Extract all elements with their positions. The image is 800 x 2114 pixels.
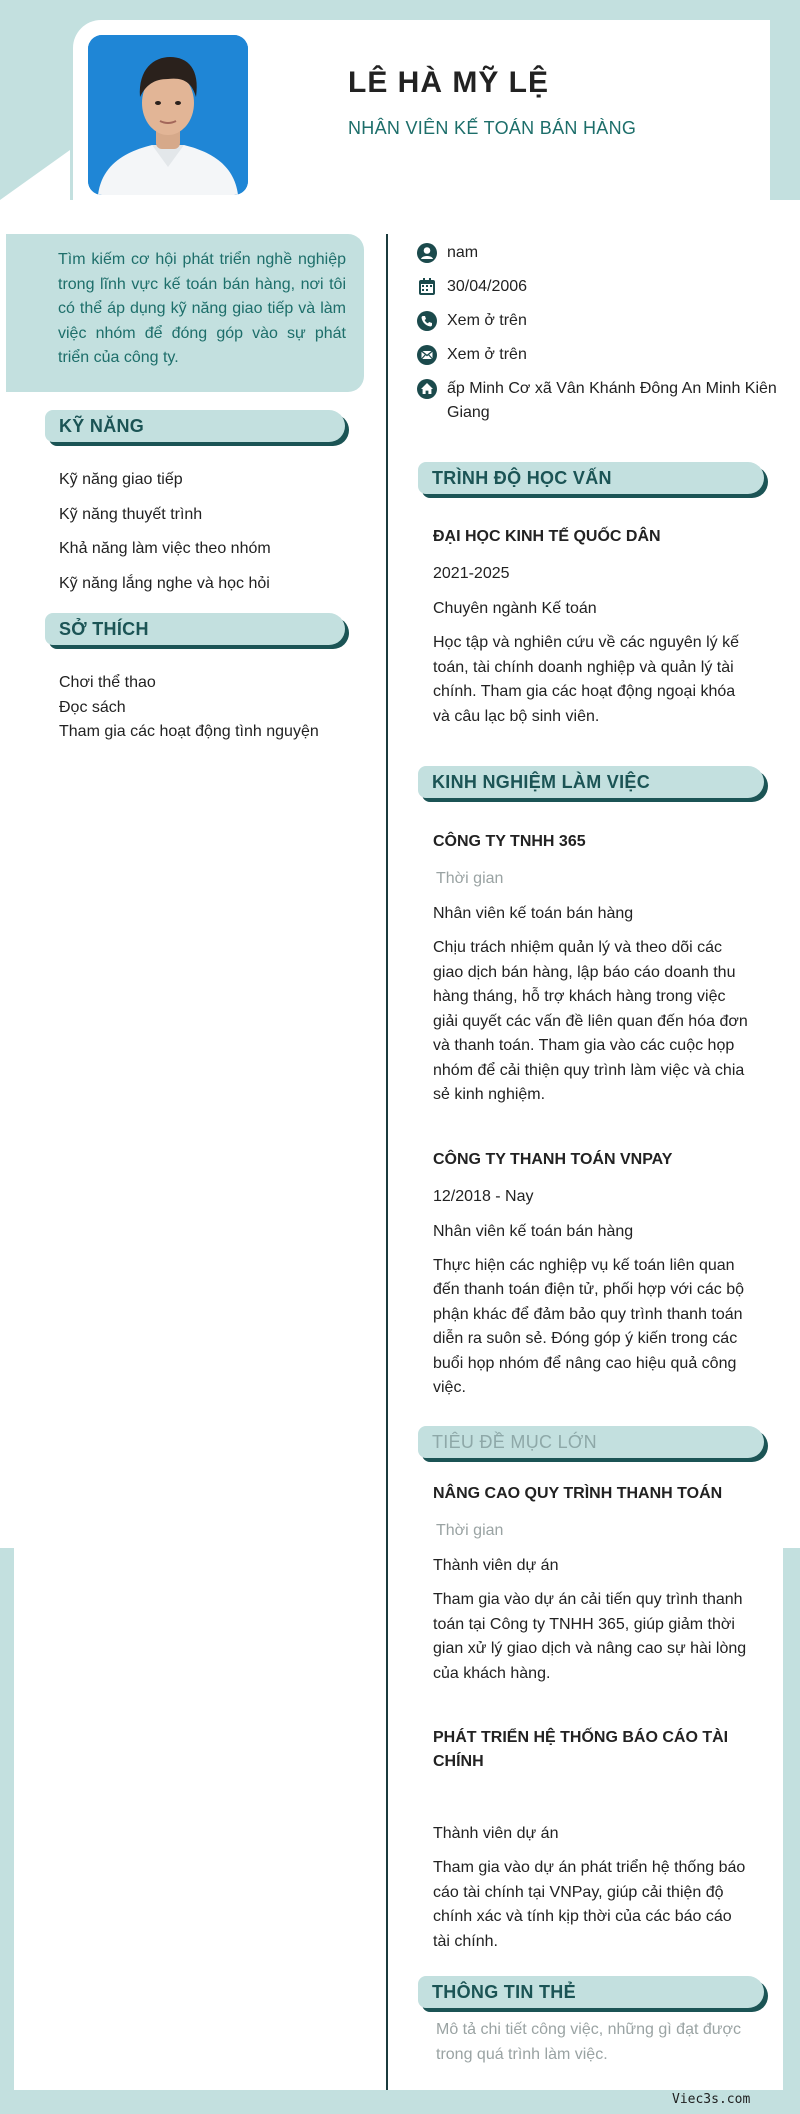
section-header-pill (45, 613, 345, 645)
list-item: Khả năng làm việc theo nhóm (59, 540, 271, 557)
school-name: ĐẠI HỌC KINH TẾ QUỐC DÂN (433, 528, 661, 545)
education-entry (433, 525, 751, 729)
section-header-pill (45, 410, 345, 442)
project-item (433, 1482, 751, 1686)
contact-info (417, 241, 777, 435)
avatar (88, 35, 248, 195)
list-item: Tham gia các hoạt động tình nguyện (59, 723, 319, 740)
section-title: TRÌNH ĐỘ HỌC VẤN (432, 467, 612, 488)
email-icon (417, 345, 437, 365)
candidate-job-title: NHÂN VIÊN KẾ TOÁN BÁN HÀNG (348, 118, 637, 138)
project-time: Thời gian (436, 1522, 504, 1539)
list-item: Đọc sách (59, 698, 126, 716)
skills-list (59, 468, 271, 606)
job-position: Nhân viên kế toán bán hàng (433, 905, 634, 922)
job-description: Chịu trách nhiệm quản lý và theo dõi các giao dịch bán hàng, lập báo cáo doanh thu hàng tháng, hỗ trợ khách hàng trong việc giải quyết các vấn đề liên quan đến hóa đơn và thanh toán. Tham gia vào các cuộc họp nhóm để cải thiện quy trình làm việc và chia sẻ kinh nghiệm. (433, 939, 748, 1103)
objective-text: Tìm kiếm cơ hội phát triển nghề nghiệp trong lĩnh vực kế toán bán hàng, nơi tôi có thể áp dụng kỹ năng giao tiếp và làm việc nhóm để đóng góp vào sự phát triển của công ty. (58, 251, 346, 366)
contact-gender (417, 241, 777, 265)
phone-icon (417, 311, 437, 331)
contact-email (417, 343, 777, 367)
watermark: Viec3s.com (672, 2092, 751, 2107)
experience-item (433, 1148, 751, 1401)
card-description: Mô tả chi tiết công việc, những gì đạt được trong quá trình làm việc. (436, 2021, 741, 2063)
project-item (433, 1726, 751, 1954)
right-frame-strip (783, 1548, 800, 2114)
list-item: Chơi thể thao (59, 674, 156, 691)
job-description: Thực hiện các nghiệp vụ kế toán liên quan đến thanh toán điện tử, phối hợp với các bộ phận khác để đảm bảo quy trình thanh toán diễn ra suôn sẻ. Đóng góp ý kiến trong các buổi họp nhóm để nâng cao hiệu quả công việc. (433, 1256, 745, 1396)
education-description: Học tập và nghiên cứu về các nguyên lý kế toán, tài chính doanh nghiệp và quản lý tài chính. Tham gia các hoạt động ngoại khóa và câu lạc bộ sinh viên. (433, 634, 739, 725)
company-name: CÔNG TY THANH TOÁN VNPAY (433, 1150, 673, 1168)
column-divider (386, 234, 388, 2090)
job-time: 12/2018 - Nay (433, 1187, 534, 1205)
list-item: Kỹ năng thuyết trình (59, 505, 203, 523)
user-icon (417, 243, 437, 263)
project-name: NÂNG CAO QUY TRÌNH THANH TOÁN (433, 1485, 723, 1502)
entry-spacer (433, 1108, 751, 1148)
calendar-icon (417, 277, 437, 297)
section-header-experience (418, 766, 764, 798)
project-name: PHÁT TRIỂN HỆ THỐNG BÁO CÁO TÀI CHÍNH (433, 1729, 729, 1770)
section-title: SỞ THÍCH (59, 618, 149, 639)
project-description: Tham gia vào dự án cải tiến quy trình thanh toán tại Công ty TNHH 365, giúp giảm thời gian xử lý giao dịch và nâng cao sự hài lòng của khách hàng. (433, 1591, 747, 1682)
job-position: Nhân viên kế toán bán hàng (433, 1222, 634, 1240)
section-title: THÔNG TIN THẺ (432, 1981, 576, 2002)
section-header-education (418, 462, 764, 494)
experience-item (433, 830, 751, 1108)
entry-spacer (433, 1686, 751, 1726)
education-major: Chuyên ngành Kế toán (433, 600, 597, 617)
contact-phone (417, 309, 777, 333)
job-time: Thời gian (436, 870, 504, 887)
header-corner-notch (0, 150, 70, 200)
section-header-pill (418, 462, 764, 494)
phone-value: Xem ở trên (447, 312, 527, 329)
section-header-pill (418, 1976, 764, 2008)
section-title: KINH NGHIỆM LÀM VIỆC (432, 771, 651, 792)
left-frame-strip (0, 1548, 14, 2114)
section-header-hobbies (45, 613, 345, 645)
address-value: ấp Minh Cơ xã Vân Khánh Đông An Minh Kiên Giang (447, 380, 777, 421)
section-header-projects (418, 1426, 764, 1458)
project-time (433, 1787, 751, 1811)
project-role: Thành viên dự án (433, 1557, 559, 1574)
company-name: CÔNG TY TNHH 365 (433, 833, 586, 850)
experience-list (433, 830, 751, 1401)
list-item: Kỹ năng giao tiếp (59, 471, 183, 488)
candidate-name: LÊ HÀ MỸ LỆ (348, 66, 550, 99)
gender-value: nam (447, 244, 479, 261)
section-header-card-info (418, 1976, 764, 2008)
birthday-value: 30/04/2006 (447, 278, 528, 295)
project-list (433, 1482, 751, 1954)
avatar-portrait-icon (88, 35, 248, 195)
education-period: 2021-2025 (433, 565, 510, 582)
email-value: Xem ở trên (447, 346, 527, 363)
list-item: Kỹ năng lắng nghe và học hỏi (59, 574, 270, 592)
hobbies-list (59, 671, 319, 745)
home-icon (417, 379, 437, 399)
section-header-pill (418, 766, 764, 798)
section-header-skills (45, 410, 345, 442)
career-objective (6, 234, 364, 392)
section-header-pill (418, 1426, 764, 1458)
section-title: TIÊU ĐỀ MỤC LỚN (432, 1431, 597, 1452)
section-title: KỸ NĂNG (59, 415, 145, 436)
project-role: Thành viên dự án (433, 1825, 559, 1842)
contact-birthday (417, 275, 777, 299)
project-description: Tham gia vào dự án phát triển hệ thống báo cáo tài chính tại VNPay, giúp cải thiện độ chính xác và tính kịp thời của các báo cáo tài chính. (433, 1859, 746, 1950)
contact-address (417, 377, 777, 425)
